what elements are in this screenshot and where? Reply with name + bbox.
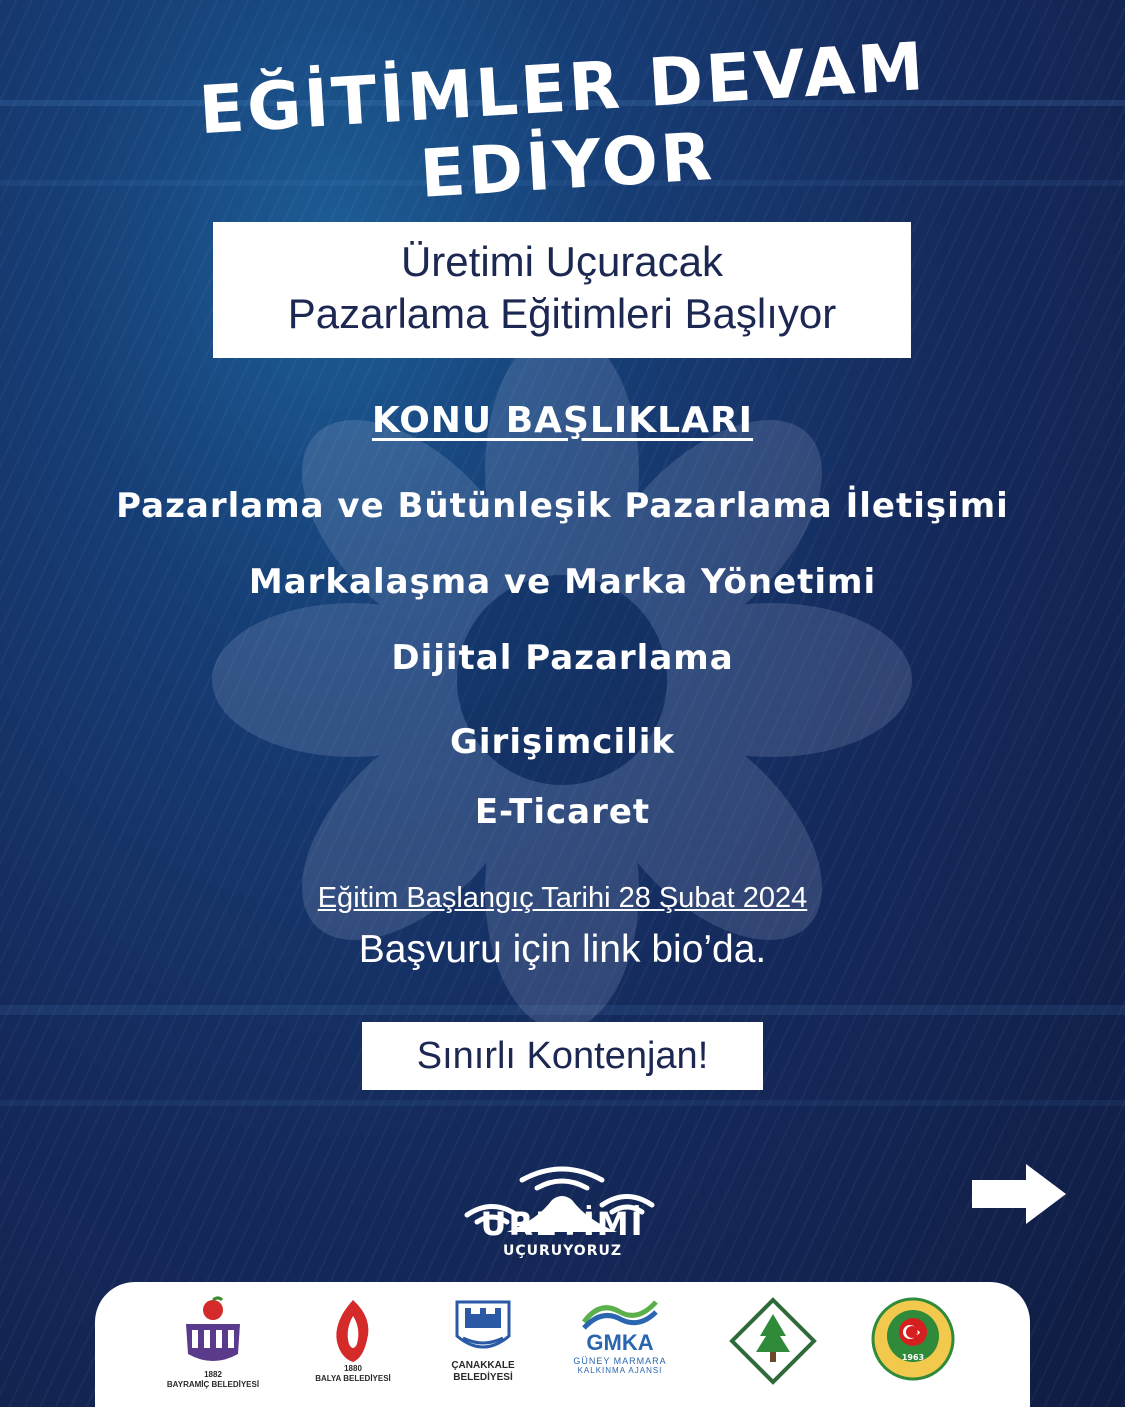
logo-caption: BAYRAMİÇ BELEDİYESİ (166, 1380, 260, 1389)
topic-item: Dijital Pazarlama (391, 638, 734, 678)
flag-seal-logo (865, 1296, 961, 1392)
topic-item: Girişimcilik (449, 722, 676, 762)
light-streak (0, 1100, 1125, 1106)
gmka-logo (565, 1296, 675, 1392)
tree-emblem-logo (725, 1296, 821, 1392)
topic-item: Markalaşma ve Marka Yönetimi (248, 562, 877, 602)
sponsor-footer (95, 1282, 1030, 1407)
canakkale-logo (435, 1296, 531, 1392)
gmka-abbr: GMKA (586, 1330, 654, 1355)
right-arrow-icon[interactable] (968, 1160, 1070, 1228)
flag-seal-icon (870, 1296, 956, 1382)
start-date: Eğitim Başlangıç Tarihi 28 Şubat 2024 (317, 882, 808, 914)
headline: EĞİTİMLER DEVAM EDİYOR (196, 27, 929, 213)
logo-caption-line-2: KALKINMA AJANSI (577, 1366, 663, 1375)
gmka-waves-icon (580, 1296, 660, 1330)
subtitle-box (213, 222, 911, 358)
subtitle-line-2: Pazarlama Eğitimleri Başlıyor (287, 290, 837, 337)
apple-emblem-icon (178, 1296, 248, 1376)
tree-emblem-icon (728, 1296, 818, 1386)
castle-emblem-icon (453, 1296, 513, 1360)
logo-caption-line-1: GÜNEY MARMARA (573, 1356, 667, 1366)
topic-item: Pazarlama ve Bütünleşik Pazarlama İletişimi (116, 486, 1009, 526)
section-title: KONU BAŞLIKLARI (371, 400, 754, 441)
bayramic-logo (165, 1296, 261, 1392)
flame-emblem-icon (323, 1296, 383, 1368)
logo-caption: BALYA BELEDİYESİ (315, 1374, 391, 1383)
brand-name: ÜRETİMİ (480, 1205, 645, 1243)
topic-item: E-Ticaret (474, 792, 651, 832)
subtitle-line-1: Üretimi Uçuracak (400, 238, 724, 285)
logo-year: 1963 (901, 1353, 925, 1362)
brand-tagline: UÇURUYORUZ (503, 1243, 622, 1259)
limited-quota-badge: Sınırlı Kontenjan! (362, 1022, 763, 1090)
logo-caption-line-1: ÇANAKKALE (451, 1360, 515, 1371)
logo-caption-line-2: BELEDİYESİ (453, 1372, 513, 1383)
logo-year: 1882 (204, 1370, 222, 1379)
application-note: Başvuru için link bio’da. (358, 928, 767, 971)
balya-logo (305, 1296, 401, 1392)
logo-year: 1880 (344, 1364, 362, 1373)
